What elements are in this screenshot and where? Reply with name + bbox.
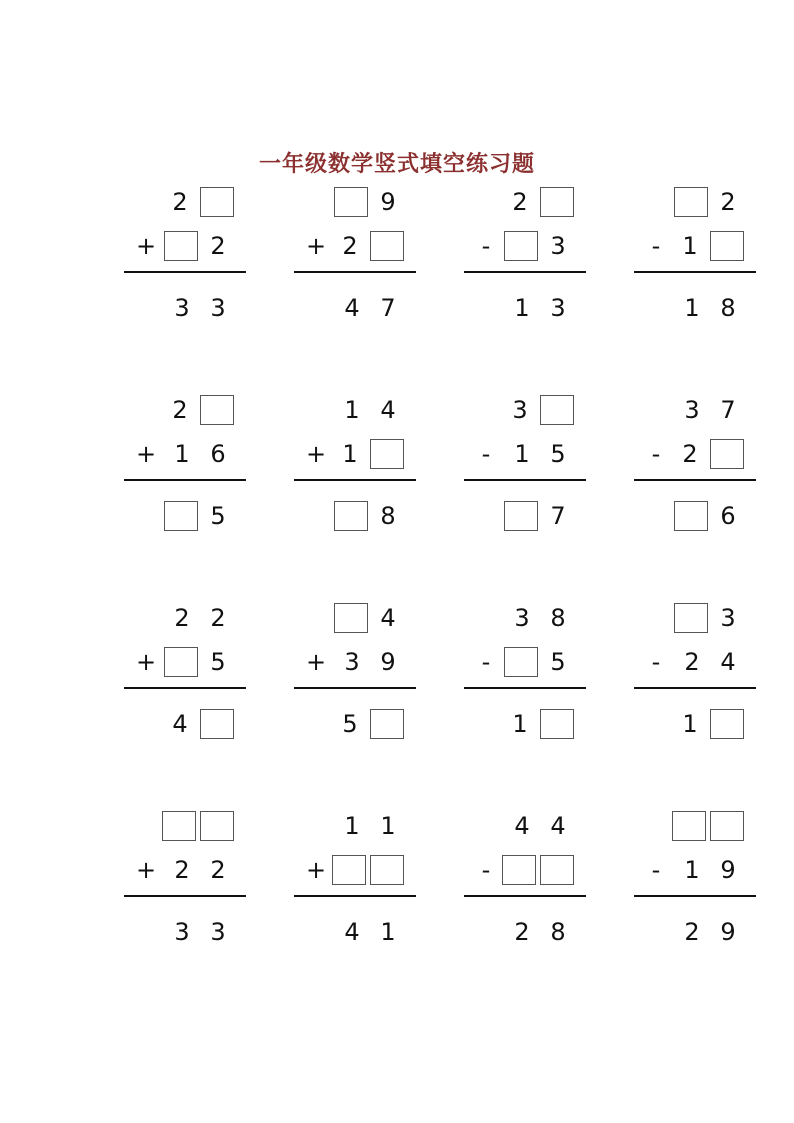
answer-box[interactable] (540, 187, 574, 217)
problem-14 (294, 800, 416, 950)
result-row (674, 500, 744, 532)
digit: 8 (550, 604, 566, 632)
digit: 1 (344, 812, 360, 840)
mid-row (166, 854, 234, 886)
answer-box[interactable] (370, 855, 404, 885)
digit: 1 (682, 232, 698, 260)
result-row (506, 916, 574, 948)
answer-box[interactable] (672, 811, 706, 841)
sum-line (294, 479, 416, 481)
answer-box[interactable] (200, 709, 234, 739)
problem-15 (464, 800, 586, 950)
digit: 2 (210, 232, 226, 260)
plus-sign: + (135, 856, 157, 884)
digit: 1 (380, 812, 396, 840)
result-row (504, 708, 574, 740)
answer-box[interactable] (370, 231, 404, 261)
problem-11 (464, 592, 586, 742)
digit: 2 (514, 918, 530, 946)
minus-sign: - (651, 856, 661, 884)
digit: 7 (380, 294, 396, 322)
plus-sign: + (135, 232, 157, 260)
digit: 9 (380, 188, 396, 216)
answer-box[interactable] (674, 187, 708, 217)
problem-12 (634, 592, 756, 742)
digit: 3 (684, 396, 700, 424)
answer-box[interactable] (334, 501, 368, 531)
mid-row (676, 854, 744, 886)
digit: 2 (210, 856, 226, 884)
digit: 1 (684, 294, 700, 322)
digit: 2 (172, 396, 188, 424)
digit: 5 (210, 502, 226, 530)
sum-line (464, 271, 586, 273)
result-row (334, 708, 404, 740)
sum-line (124, 687, 246, 689)
mid-row (334, 438, 404, 470)
digit: 2 (174, 604, 190, 632)
plus-sign: + (135, 648, 157, 676)
problem-10 (294, 592, 416, 742)
plus-sign: + (305, 648, 327, 676)
digit: 4 (380, 396, 396, 424)
plus-sign: + (305, 440, 327, 468)
digit: 3 (720, 604, 736, 632)
result-row (676, 292, 744, 324)
answer-box[interactable] (164, 501, 198, 531)
problem-1 (124, 176, 246, 326)
problem-5 (124, 384, 246, 534)
top-row (334, 602, 404, 634)
answer-box[interactable] (334, 603, 368, 633)
plus-sign: + (305, 232, 327, 260)
mid-row (332, 854, 404, 886)
digit: 5 (550, 440, 566, 468)
digit: 2 (210, 604, 226, 632)
sum-line (124, 271, 246, 273)
sum-line (464, 479, 586, 481)
result-row (336, 292, 404, 324)
problem-9 (124, 592, 246, 742)
digit: 6 (210, 440, 226, 468)
problem-13 (124, 800, 246, 950)
top-row (162, 810, 234, 842)
digit: 3 (174, 918, 190, 946)
digit: 3 (550, 294, 566, 322)
result-row (506, 292, 574, 324)
mid-row (674, 230, 744, 262)
answer-box[interactable] (332, 855, 366, 885)
sum-line (464, 687, 586, 689)
mid-row (506, 438, 574, 470)
digit: 4 (550, 812, 566, 840)
sum-line (124, 479, 246, 481)
result-row (166, 292, 234, 324)
problem-4 (634, 176, 756, 326)
sum-line (294, 895, 416, 897)
digit: 1 (682, 710, 698, 738)
answer-box[interactable] (200, 811, 234, 841)
result-row (336, 916, 404, 948)
mid-row (674, 438, 744, 470)
problem-6 (294, 384, 416, 534)
digit: 2 (684, 648, 700, 676)
digit: 4 (514, 812, 530, 840)
plus-sign: + (305, 856, 327, 884)
sum-line (124, 895, 246, 897)
answer-box[interactable] (710, 231, 744, 261)
digit: 7 (550, 502, 566, 530)
mid-row (166, 438, 234, 470)
digit: 8 (380, 502, 396, 530)
answer-box[interactable] (710, 439, 744, 469)
digit: 9 (720, 918, 736, 946)
top-row (164, 186, 234, 218)
digit: 5 (342, 710, 358, 738)
digit: 2 (342, 232, 358, 260)
mid-row (502, 854, 574, 886)
digit: 2 (684, 918, 700, 946)
top-row (336, 394, 404, 426)
answer-box[interactable] (162, 811, 196, 841)
top-row (672, 810, 744, 842)
answer-box[interactable] (502, 855, 536, 885)
mid-row (504, 230, 574, 262)
digit: 1 (514, 294, 530, 322)
digit: 2 (172, 188, 188, 216)
answer-box[interactable] (504, 647, 538, 677)
digit: 9 (720, 856, 736, 884)
mid-row (676, 646, 744, 678)
minus-sign: - (651, 440, 661, 468)
answer-box[interactable] (710, 709, 744, 739)
digit: 7 (720, 396, 736, 424)
minus-sign: - (651, 648, 661, 676)
mid-row (336, 646, 404, 678)
result-row (164, 500, 234, 532)
digit: 1 (342, 440, 358, 468)
mid-row (164, 646, 234, 678)
digit: 3 (550, 232, 566, 260)
sum-line (294, 687, 416, 689)
digit: 2 (720, 188, 736, 216)
mid-row (164, 230, 234, 262)
answer-box[interactable] (200, 187, 234, 217)
problem-3 (464, 176, 586, 326)
top-row (506, 602, 574, 634)
answer-box[interactable] (674, 501, 708, 531)
minus-sign: - (481, 232, 491, 260)
answer-box[interactable] (370, 439, 404, 469)
problem-16 (634, 800, 756, 950)
result-row (676, 916, 744, 948)
top-row (506, 810, 574, 842)
result-row (166, 916, 234, 948)
digit: 8 (550, 918, 566, 946)
digit: 1 (344, 396, 360, 424)
digit: 3 (514, 604, 530, 632)
digit: 4 (172, 710, 188, 738)
answer-box[interactable] (540, 709, 574, 739)
top-row (166, 602, 234, 634)
answer-box[interactable] (540, 395, 574, 425)
digit: 5 (550, 648, 566, 676)
minus-sign: - (651, 232, 661, 260)
top-row (504, 394, 574, 426)
answer-box[interactable] (334, 187, 368, 217)
sum-line (634, 271, 756, 273)
digit: 5 (210, 648, 226, 676)
sum-line (634, 687, 756, 689)
top-row (334, 186, 404, 218)
sum-line (294, 271, 416, 273)
result-row (674, 708, 744, 740)
digit: 4 (344, 294, 360, 322)
digit: 2 (174, 856, 190, 884)
mid-row (334, 230, 404, 262)
page-title: 一年级数学竖式填空练习题 (258, 151, 535, 177)
digit: 1 (380, 918, 396, 946)
answer-box[interactable] (504, 501, 538, 531)
digit: 2 (682, 440, 698, 468)
minus-sign: - (481, 440, 491, 468)
answer-box[interactable] (200, 395, 234, 425)
answer-box[interactable] (504, 231, 538, 261)
answer-box[interactable] (164, 231, 198, 261)
plus-sign: + (135, 440, 157, 468)
result-row (164, 708, 234, 740)
top-row (676, 394, 744, 426)
problem-8 (634, 384, 756, 534)
digit: 6 (720, 502, 736, 530)
digit: 1 (684, 856, 700, 884)
digit: 4 (380, 604, 396, 632)
result-row (504, 500, 574, 532)
minus-sign: - (481, 856, 491, 884)
answer-box[interactable] (710, 811, 744, 841)
sum-line (634, 895, 756, 897)
digit: 9 (380, 648, 396, 676)
top-row (504, 186, 574, 218)
digit: 3 (210, 294, 226, 322)
minus-sign: - (481, 648, 491, 676)
digit: 3 (174, 294, 190, 322)
digit: 1 (174, 440, 190, 468)
digit: 3 (210, 918, 226, 946)
digit: 8 (720, 294, 736, 322)
answer-box[interactable] (674, 603, 708, 633)
answer-box[interactable] (164, 647, 198, 677)
digit: 3 (512, 396, 528, 424)
top-row (674, 602, 744, 634)
sum-line (634, 479, 756, 481)
top-row (674, 186, 744, 218)
result-row (334, 500, 404, 532)
answer-box[interactable] (370, 709, 404, 739)
digit: 4 (720, 648, 736, 676)
sum-line (464, 895, 586, 897)
digit: 4 (344, 918, 360, 946)
digit: 1 (514, 440, 530, 468)
answer-box[interactable] (540, 855, 574, 885)
problem-7 (464, 384, 586, 534)
digit: 3 (344, 648, 360, 676)
top-row (336, 810, 404, 842)
digit: 1 (512, 710, 528, 738)
mid-row (504, 646, 574, 678)
top-row (164, 394, 234, 426)
problem-2 (294, 176, 416, 326)
digit: 2 (512, 188, 528, 216)
